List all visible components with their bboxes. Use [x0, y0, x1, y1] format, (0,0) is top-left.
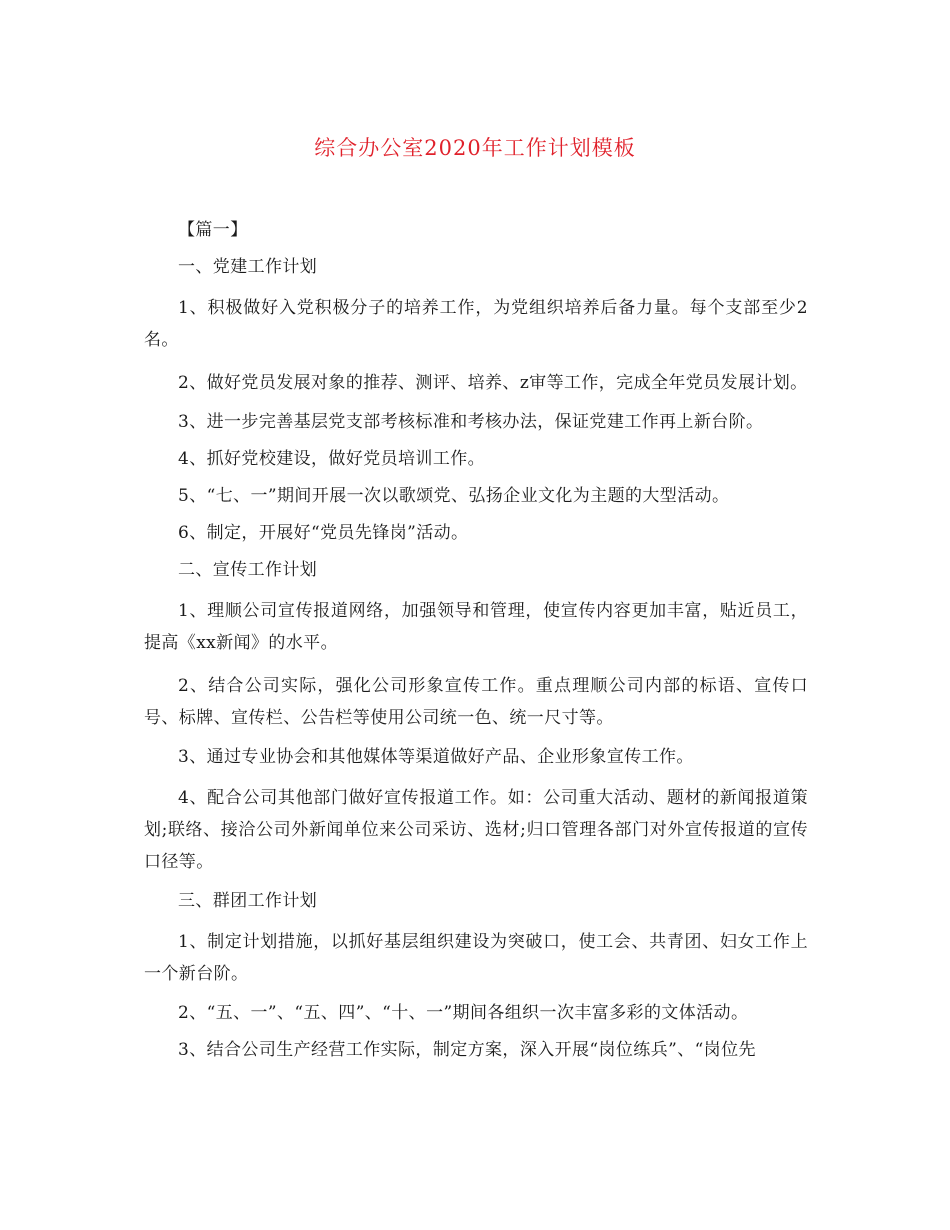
paragraph: 1、制定计划措施，以抓好基层组织建设为突破口，使工会、共青团、妇女工作上一个新台阶。	[144, 932, 808, 984]
paragraph: 3、结合公司生产经营工作实际，制定方案，深入开展“岗位练兵”、“岗位先	[178, 1040, 756, 1060]
paragraph: 4、抓好党校建设，做好党员培训工作。	[178, 449, 486, 469]
paragraph: 5、“七、一”期间开展一次以歌颂党、弘扬企业文化为主题的大型活动。	[178, 486, 730, 506]
paragraph: 1、积极做好入党积极分子的培养工作，为党组织培养后备力量。每个支部至少2名。	[144, 298, 808, 350]
paragraph: 3、进一步完善基层党支部考核标准和考核办法，保证党建工作再上新台阶。	[178, 412, 764, 432]
section-heading: 一、党建工作计划	[178, 257, 318, 277]
paragraph: 6、制定，开展好“党员先锋岗”活动。	[178, 523, 469, 543]
section-marker: 【篇一】	[178, 220, 248, 240]
paragraph: 2、结合公司实际，强化公司形象宣传工作。重点理顺公司内部的标语、宣传口号、标牌、宣传栏、公告栏等使用公司统一色、统一尺寸等。	[144, 676, 808, 728]
paragraph: 2、做好党员发展对象的推荐、测评、培养、z审等工作，完成全年党员发展计划。	[178, 373, 808, 393]
paragraph: 1、理顺公司宣传报道网络，加强领导和管理，使宣传内容更加丰富，贴近员工，提高《xx新闻》的水平。	[144, 601, 808, 653]
document-title: 综合办公室2020年工作计划模板	[314, 136, 636, 160]
document-body	[144, 218, 808, 1075]
paragraph: 3、通过专业协会和其他媒体等渠道做好产品、企业形象宣传工作。	[178, 747, 694, 767]
section-heading: 二、宣传工作计划	[178, 560, 318, 580]
paragraph: 4、配合公司其他部门做好宣传报道工作。如：公司重大活动、题材的新闻报道策划;联络、接洽公司外新闻单位来公司采访、选材;归口管理各部门对外宣传报道的宣传口径等。	[144, 788, 808, 872]
section-heading: 三、群团工作计划	[178, 891, 318, 911]
paragraph: 2、“五、一”、“五、四”、“十、一”期间各组织一次丰富多彩的文体活动。	[178, 1003, 749, 1023]
